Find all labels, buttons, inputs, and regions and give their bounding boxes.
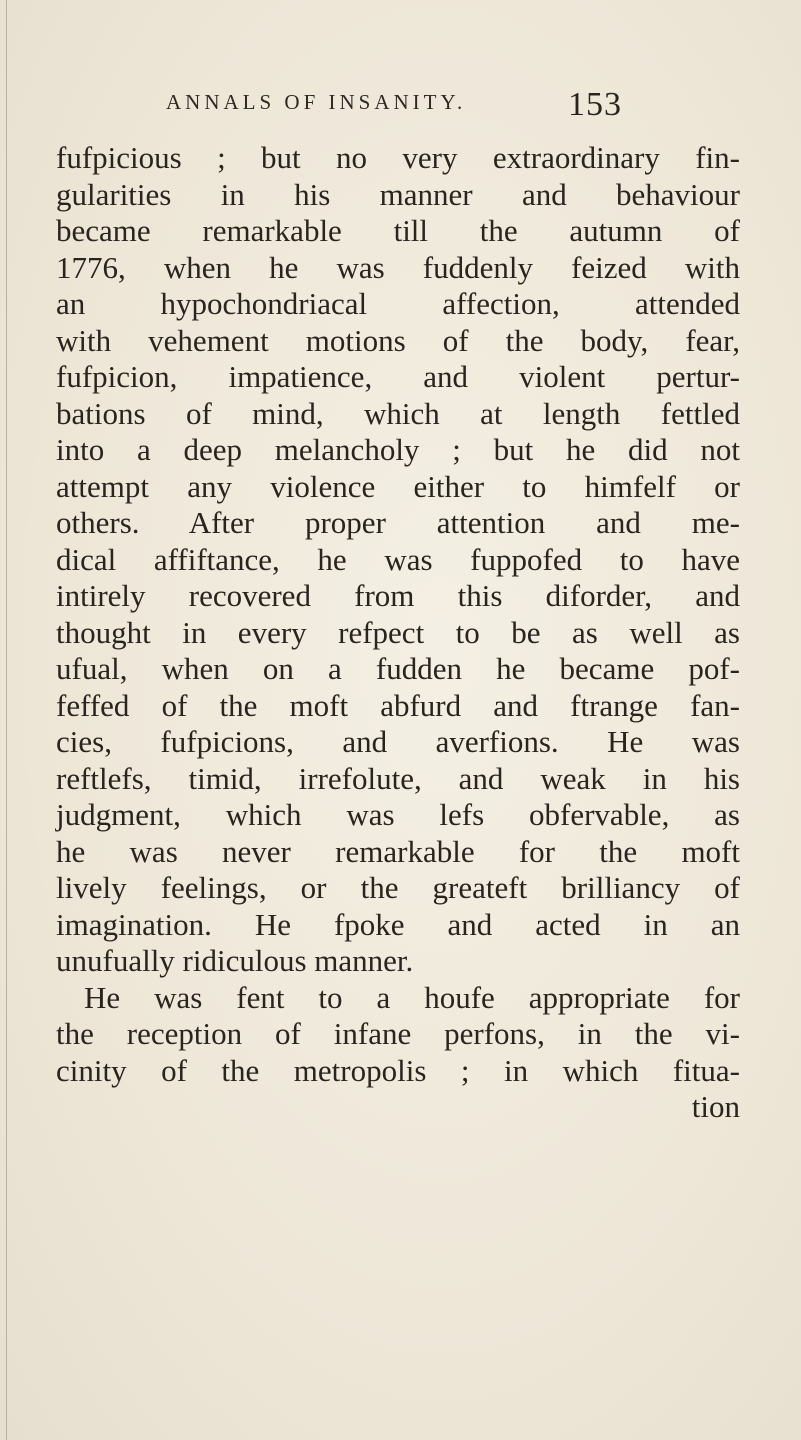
text-line: judgment, which was lefs obfervable, as [56, 797, 740, 832]
text-line: He was fent to a houfe appropriate for [84, 979, 740, 1015]
text-line: imagination. He fpoke and acted in an [56, 906, 740, 942]
text-line: fufpicious ; but no very extraordinary fin- [56, 140, 740, 175]
body-text [56, 140, 740, 1126]
text-line: attempt any violence either to himfelf or [56, 468, 740, 504]
catchword: tion [691, 1089, 740, 1124]
text-line: thought in every refpect to be as well as [56, 614, 740, 650]
text-line: ufual, when on a fudden he became pof- [56, 651, 740, 686]
text-line: bations of mind, which at length fettled [56, 395, 740, 431]
text-line: gularities in his manner and behaviour [56, 176, 740, 212]
text-line: with vehement motions of the body, fear, [56, 322, 740, 358]
text-line: fufpicion, impatience, and violent pertur- [56, 359, 740, 394]
text-line: an hypochondriacal affection, attended [56, 286, 740, 321]
text-line: became remarkable till the autumn of [56, 213, 740, 248]
text-line: intirely recovered from this diforder, and [56, 578, 740, 613]
page-number: 153 [568, 86, 622, 123]
text-line: into a deep melancholy ; but he did not [56, 432, 740, 467]
text-line: 1776, when he was fuddenly feized with [56, 249, 740, 285]
page-gutter-edge [6, 0, 7, 1440]
text-line: feffed of the moft abfurd and ftrange fan- [56, 687, 740, 723]
text-line: reftlefs, timid, irrefolute, and weak in his [56, 760, 740, 796]
text-line: others. After proper attention and me- [56, 505, 740, 540]
text-line: cies, fufpicions, and averfions. He was [56, 724, 740, 759]
text-line: lively feelings, or the greateft brilliancy of [56, 870, 740, 905]
text-line: unufually ridiculous manner. [56, 943, 414, 978]
text-line: dical affiftance, he was fuppofed to have [56, 541, 740, 577]
page-header [0, 86, 801, 126]
text-line: he was never remarkable for the moft [56, 833, 740, 869]
running-head: ANNALS OF INSANITY. [166, 90, 467, 114]
text-line: cinity of the metropolis ; in which fitua- [56, 1052, 740, 1088]
text-line: the reception of infane perfons, in the vi- [56, 1016, 740, 1051]
